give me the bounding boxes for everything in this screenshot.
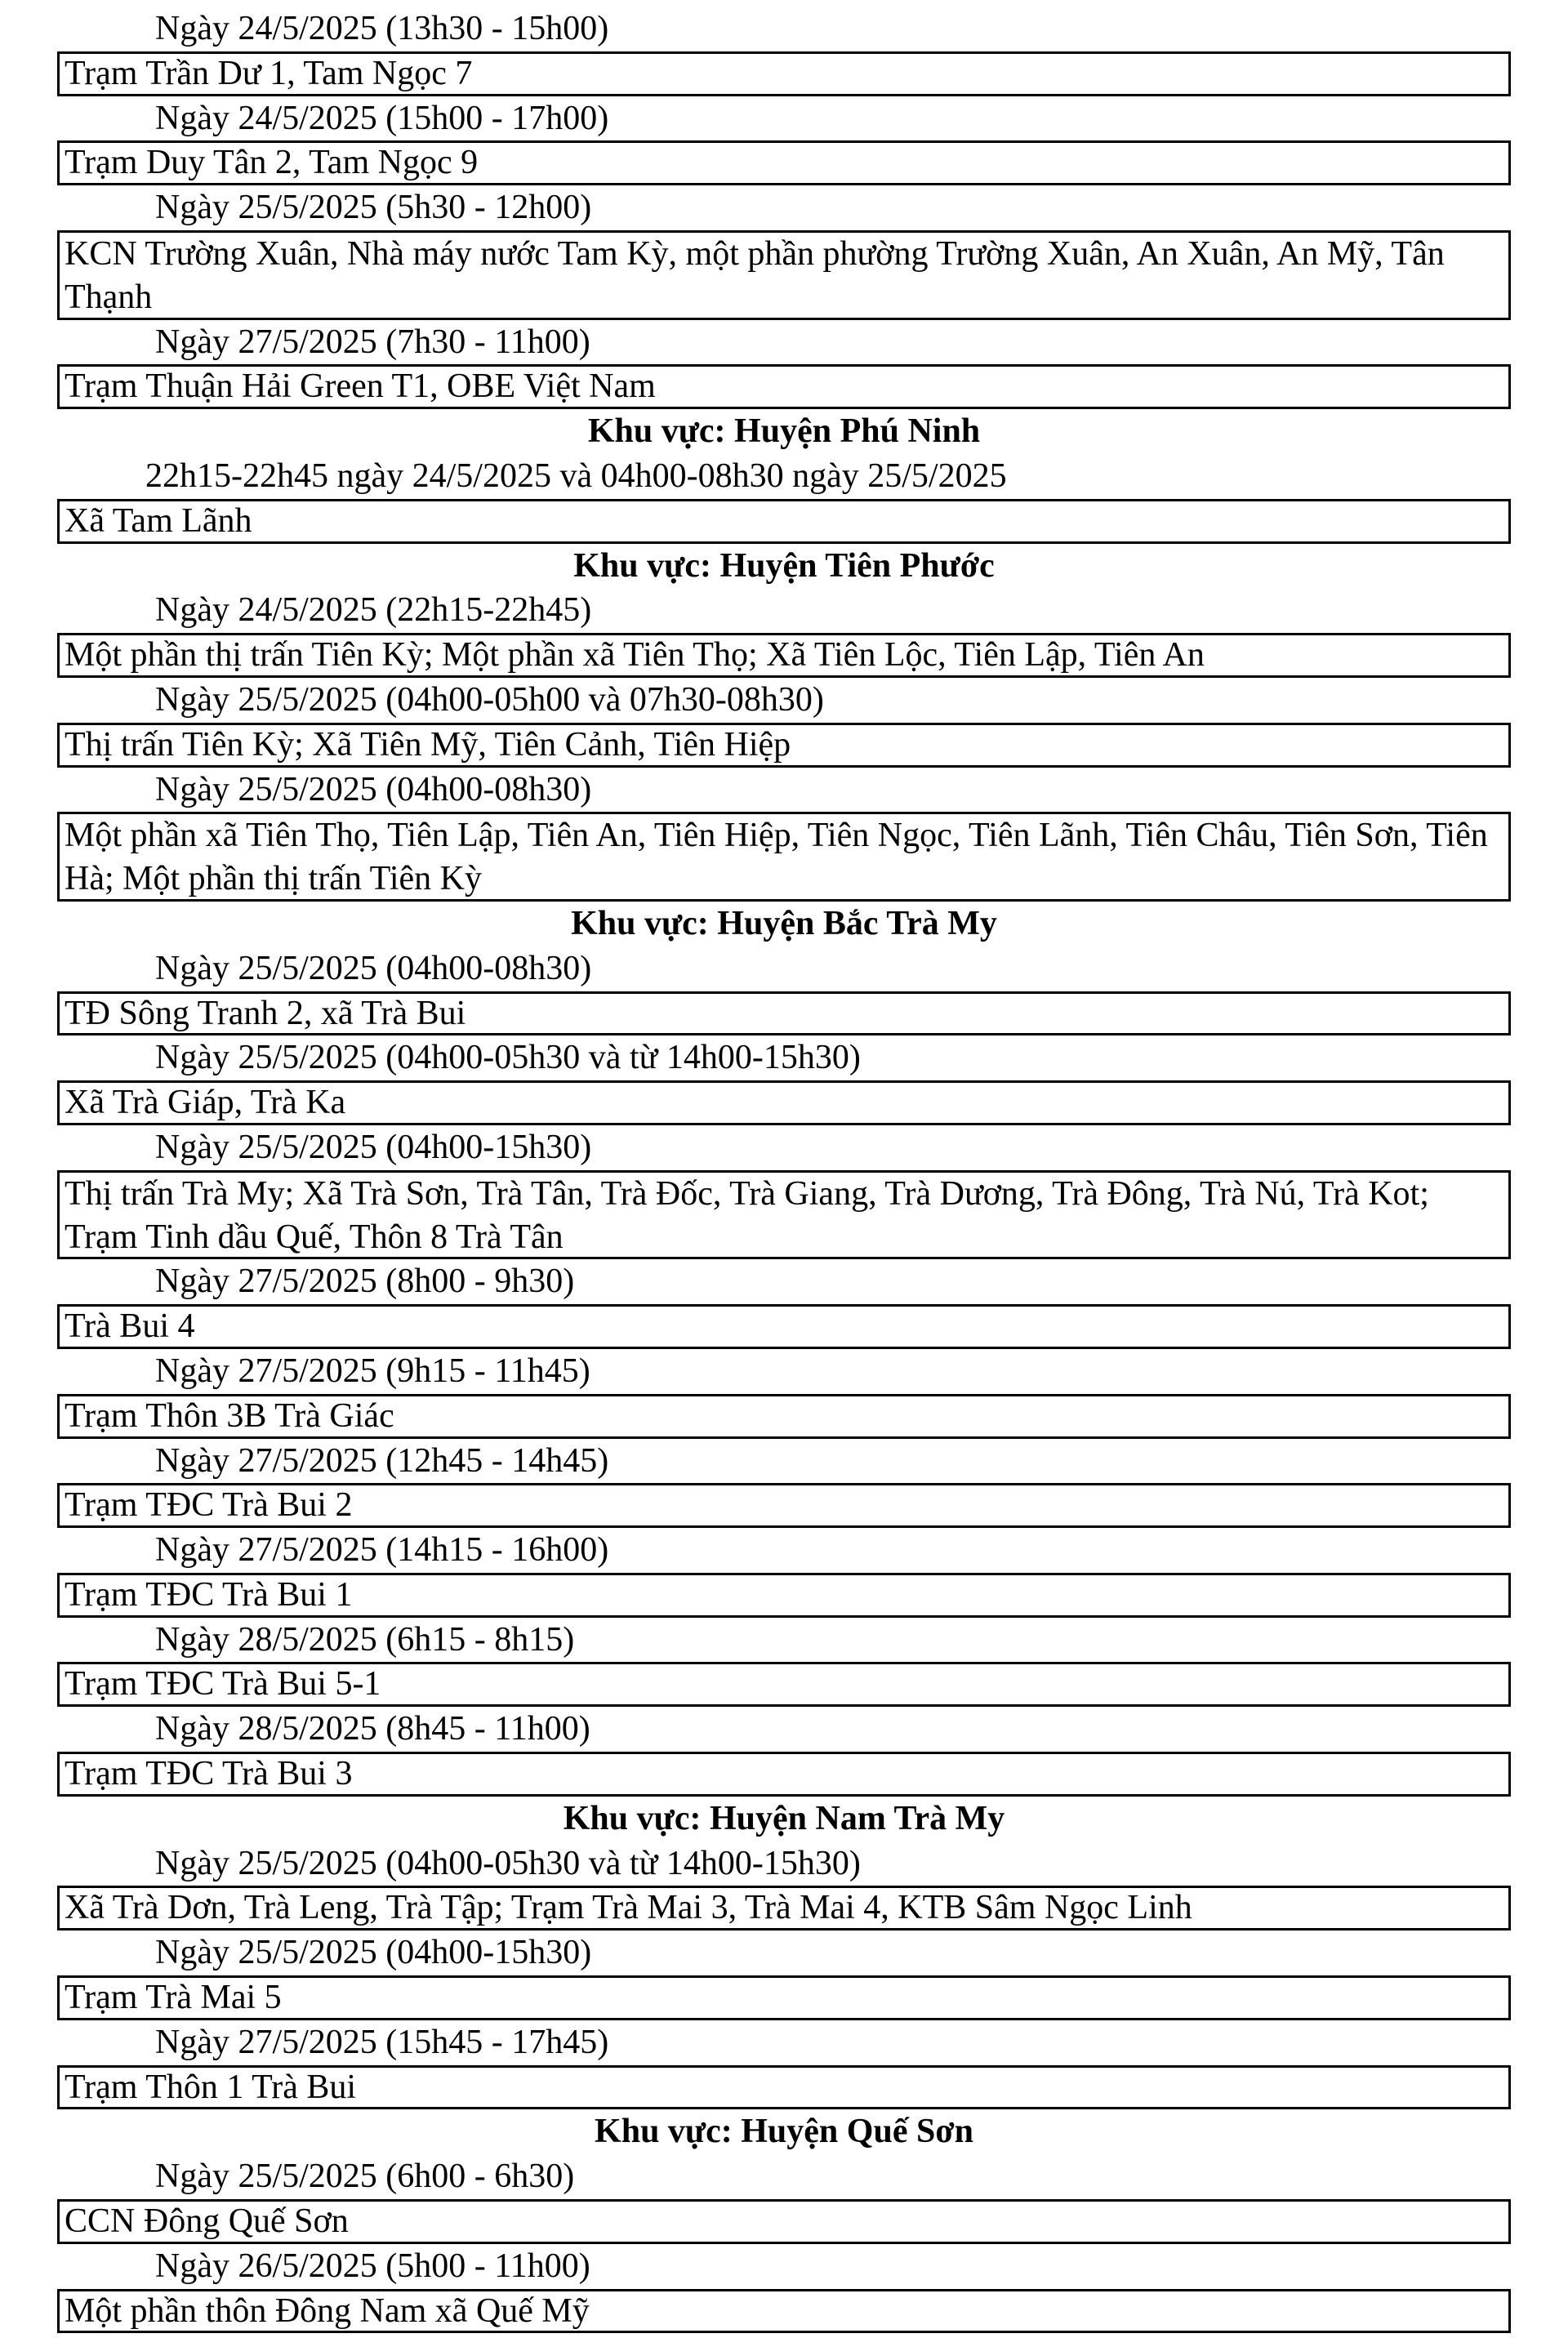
affected-area-box: Trạm Thôn 3B Trà Giác — [57, 1394, 1511, 1439]
schedule-time: 22h15-22h45 ngày 24/5/2025 và 04h00-08h30 ngày 25/5/2025 — [145, 456, 1007, 495]
schedule-time: Ngày 27/5/2025 (8h00 - 9h30) — [155, 1263, 575, 1301]
schedule-time: Ngày 26/5/2025 (5h00 - 11h00) — [155, 2247, 590, 2285]
schedule-time: Ngày 25/5/2025 (04h00-15h30) — [155, 1128, 592, 1166]
area-heading: Khu vực: Huyện Phú Ninh — [587, 412, 981, 451]
affected-area-box: Trạm TĐC Trà Bui 2 — [57, 1483, 1511, 1528]
affected-area-box: KCN Trường Xuân, Nhà máy nước Tam Kỳ, một phần phường Trường Xuân, An Xuân, An Mỹ, Tân Thạnh — [57, 230, 1511, 320]
area-heading: Khu vực: Huyện Bắc Trà My — [571, 904, 997, 942]
area-heading: Khu vực: Huyện Nam Trà My — [563, 1799, 1005, 1837]
affected-area-box: Trạm Trần Dư 1, Tam Ngọc 7 — [57, 51, 1511, 96]
area-heading: Khu vực: Huyện Tiên Phước — [573, 546, 995, 585]
affected-area-box: Một phần xã Tiên Thọ, Tiên Lập, Tiên An, Tiên Hiệp, Tiên Ngọc, Tiên Lãnh, Tiên Châu, Tiên Sơn, Tiên Hà; Một phần thị trấn Tiên Kỳ — [57, 812, 1511, 902]
schedule-time: Ngày 25/5/2025 (04h00-08h30) — [155, 949, 592, 987]
schedule-time: Ngày 25/5/2025 (04h00-05h30 và từ 14h00-15h30) — [155, 1039, 861, 1077]
schedule-time: Ngày 27/5/2025 (14h15 - 16h00) — [155, 1531, 609, 1570]
affected-area-box: Trạm TĐC Trà Bui 1 — [57, 1573, 1511, 1618]
affected-area-box: Trạm Thuận Hải Green T1, OBE Việt Nam — [57, 364, 1511, 409]
affected-area-box: Thị trấn Trà My; Xã Trà Sơn, Trà Tân, Trà Đốc, Trà Giang, Trà Dương, Trà Đông, Trà Nú, Trà Kot; Trạm Tinh dầu Quế, Thôn 8 Trà Tân — [57, 1170, 1511, 1260]
affected-area-box: Trạm Duy Tân 2, Tam Ngọc 9 — [57, 140, 1511, 185]
affected-area-box: Trạm Thôn 1 Trà Bui — [57, 2065, 1511, 2110]
affected-area-box: Một phần thị trấn Tiên Kỳ; Một phần xã Tiên Thọ; Xã Tiên Lộc, Tiên Lập, Tiên An — [57, 633, 1511, 678]
affected-area-box: Xã Trà Dơn, Trà Leng, Trà Tập; Trạm Trà Mai 3, Trà Mai 4, KTB Sâm Ngọc Linh — [57, 1886, 1511, 1931]
affected-area-box: CCN Đông Quế Sơn — [57, 2199, 1511, 2244]
affected-area-box: TĐ Sông Tranh 2, xã Trà Bui — [57, 991, 1511, 1036]
affected-area-box: Xã Tam Lãnh — [57, 499, 1511, 544]
schedule-time: Ngày 27/5/2025 (7h30 - 11h00) — [155, 323, 590, 361]
affected-area-box: Một phần thôn Đông Nam xã Quế Mỹ — [57, 2289, 1511, 2334]
affected-area-box: Trạm Trà Mai 5 — [57, 1975, 1511, 2020]
schedule-time: Ngày 27/5/2025 (9h15 - 11h45) — [155, 1352, 590, 1390]
schedule-time: Ngày 27/5/2025 (12h45 - 14h45) — [155, 1441, 609, 1480]
outage-schedule-document — [57, 7, 1511, 2333]
schedule-time: Ngày 28/5/2025 (6h15 - 8h15) — [155, 1620, 575, 1659]
affected-area-box: Thị trấn Tiên Kỳ; Xã Tiên Mỹ, Tiên Cảnh, Tiên Hiệp — [57, 723, 1511, 768]
schedule-time: Ngày 25/5/2025 (04h00-05h00 và 07h30-08h30) — [155, 680, 824, 719]
affected-area-box: Xã Trà Giáp, Trà Ka — [57, 1080, 1511, 1125]
schedule-time: Ngày 25/5/2025 (04h00-08h30) — [155, 770, 592, 808]
affected-area-box: Trạm TĐC Trà Bui 5-1 — [57, 1662, 1511, 1707]
schedule-time: Ngày 25/5/2025 (5h30 - 12h00) — [155, 189, 592, 227]
schedule-time: Ngày 25/5/2025 (6h00 - 6h30) — [155, 2158, 575, 2196]
schedule-time: Ngày 27/5/2025 (15h45 - 17h45) — [155, 2023, 609, 2061]
schedule-time: Ngày 24/5/2025 (22h15-22h45) — [155, 591, 592, 630]
affected-area-box: Trạm TĐC Trà Bui 3 — [57, 1752, 1511, 1797]
schedule-time: Ngày 24/5/2025 (13h30 - 15h00) — [155, 10, 609, 47]
schedule-time: Ngày 25/5/2025 (04h00-05h30 và từ 14h00-15h30) — [155, 1844, 861, 1882]
schedule-time: Ngày 25/5/2025 (04h00-15h30) — [155, 1934, 592, 1972]
affected-area-box: Trà Bui 4 — [57, 1304, 1511, 1349]
area-heading: Khu vực: Huyện Quế Sơn — [595, 2113, 973, 2151]
schedule-time: Ngày 24/5/2025 (15h00 - 17h00) — [155, 99, 609, 137]
schedule-time: Ngày 28/5/2025 (8h45 - 11h00) — [155, 1710, 590, 1748]
